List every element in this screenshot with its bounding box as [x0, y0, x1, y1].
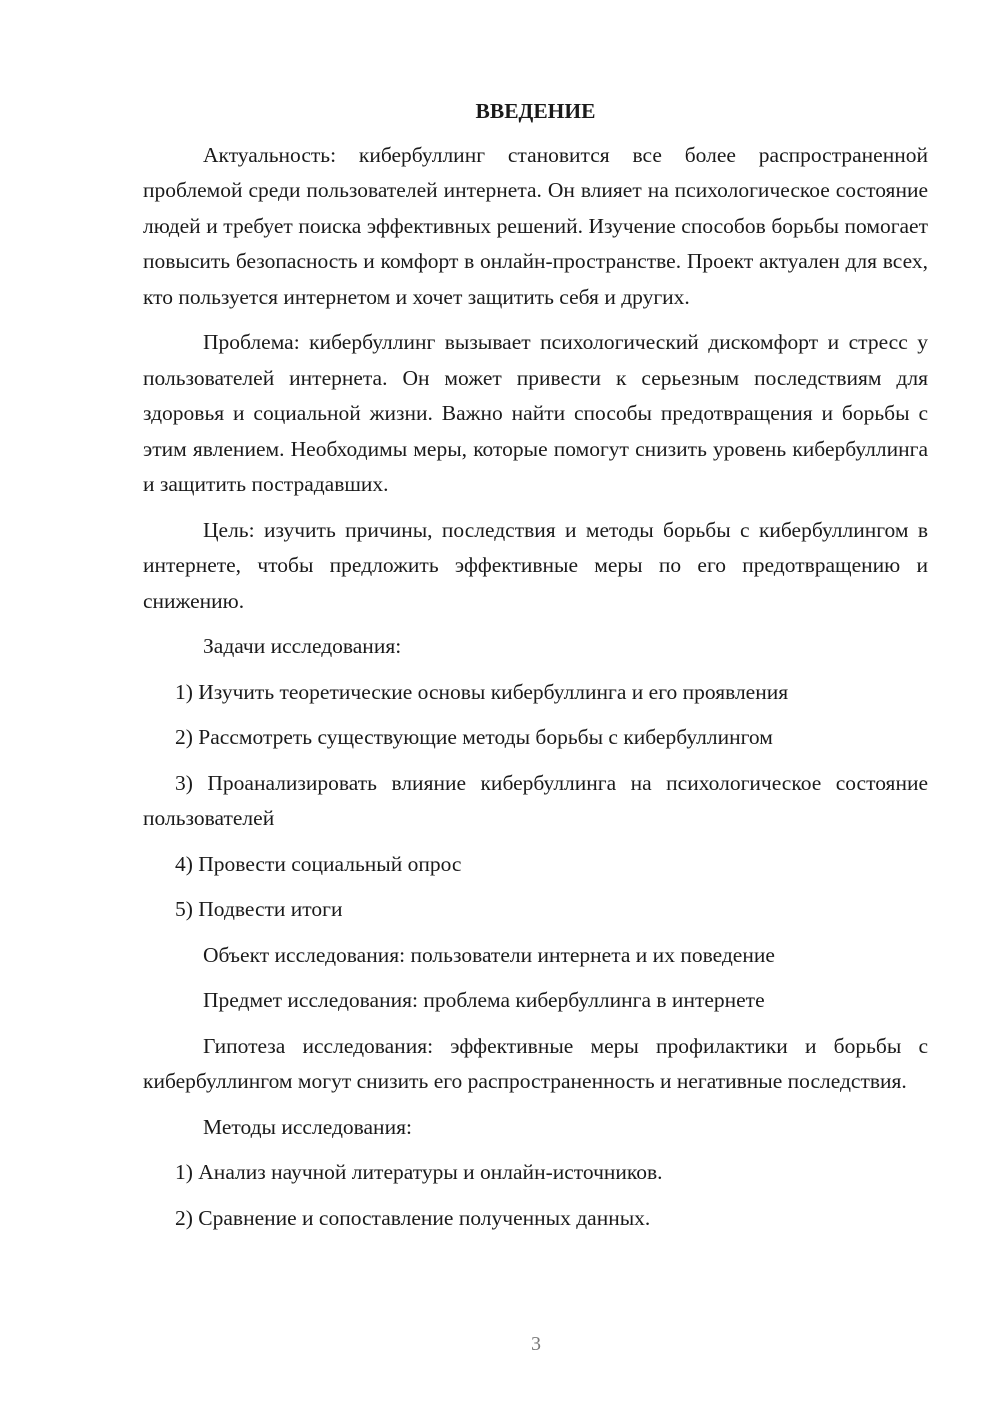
page-number: 3	[531, 1333, 541, 1355]
task-item-2: 2) Рассмотреть существующие методы борьбы с кибербуллингом	[175, 725, 773, 749]
subject-paragraph: Предмет исследования: проблема кибербуллинга в интернете	[203, 988, 765, 1012]
task-item-4: 4) Провести социальный опрос	[175, 851, 462, 876]
page-content	[143, 94, 928, 1246]
object-paragraph: Объект исследования: пользователи интернета и их поведение	[203, 942, 775, 967]
tasks-heading: Задачи исследования:	[203, 634, 402, 658]
problem-paragraph: Проблема: кибербуллинг вызывает психологический дискомфорт и стресс у пользователей интернета. Он может привести к серьезным последствиям для здоровья и социальной жизни. Важно найти способы предотвращения и борьбы с этим явлением. Необходимы меры, которые помогут снизить уровень кибербуллинга и защитить пострадавших.	[143, 330, 928, 496]
method-item-1: 1) Анализ научной литературы и онлайн-источников.	[175, 1160, 663, 1184]
task-item-5: 5) Подвести итоги	[175, 897, 343, 921]
methods-heading: Методы исследования:	[203, 1114, 412, 1139]
method-item-2: 2) Сравнение и сопоставление полученных данных.	[175, 1205, 651, 1230]
task-item-3: 3) Проанализировать влияние кибербуллинга на психологическое состояние пользователей	[143, 770, 928, 830]
goal-paragraph: Цель: изучить причины, последствия и методы борьбы с кибербуллингом в интернете, чтобы предложить эффективные меры по его предотвращению и снижению.	[143, 517, 928, 613]
section-title: ВВЕДЕНИЕ	[475, 99, 596, 123]
task-item-1: 1) Изучить теоретические основы кибербуллинга и его проявления	[175, 679, 789, 704]
relevance-paragraph: Актуальность: кибербуллинг становится все более распространенной проблемой среди пользователей интернета. Он влияет на психологическое состояние людей и требует поиска эффективных решений. Изучение способов борьбы помогает повысить безопасность и комфорт в онлайн-пространстве. Проект актуален для всех, кто пользуется интернетом и хочет защитить себя и других.	[143, 142, 928, 309]
hypothesis-paragraph: Гипотеза исследования: эффективные меры профилактики и борьбы с кибербуллингом могут снизить его распространенность и негативные последствия.	[143, 1033, 928, 1093]
